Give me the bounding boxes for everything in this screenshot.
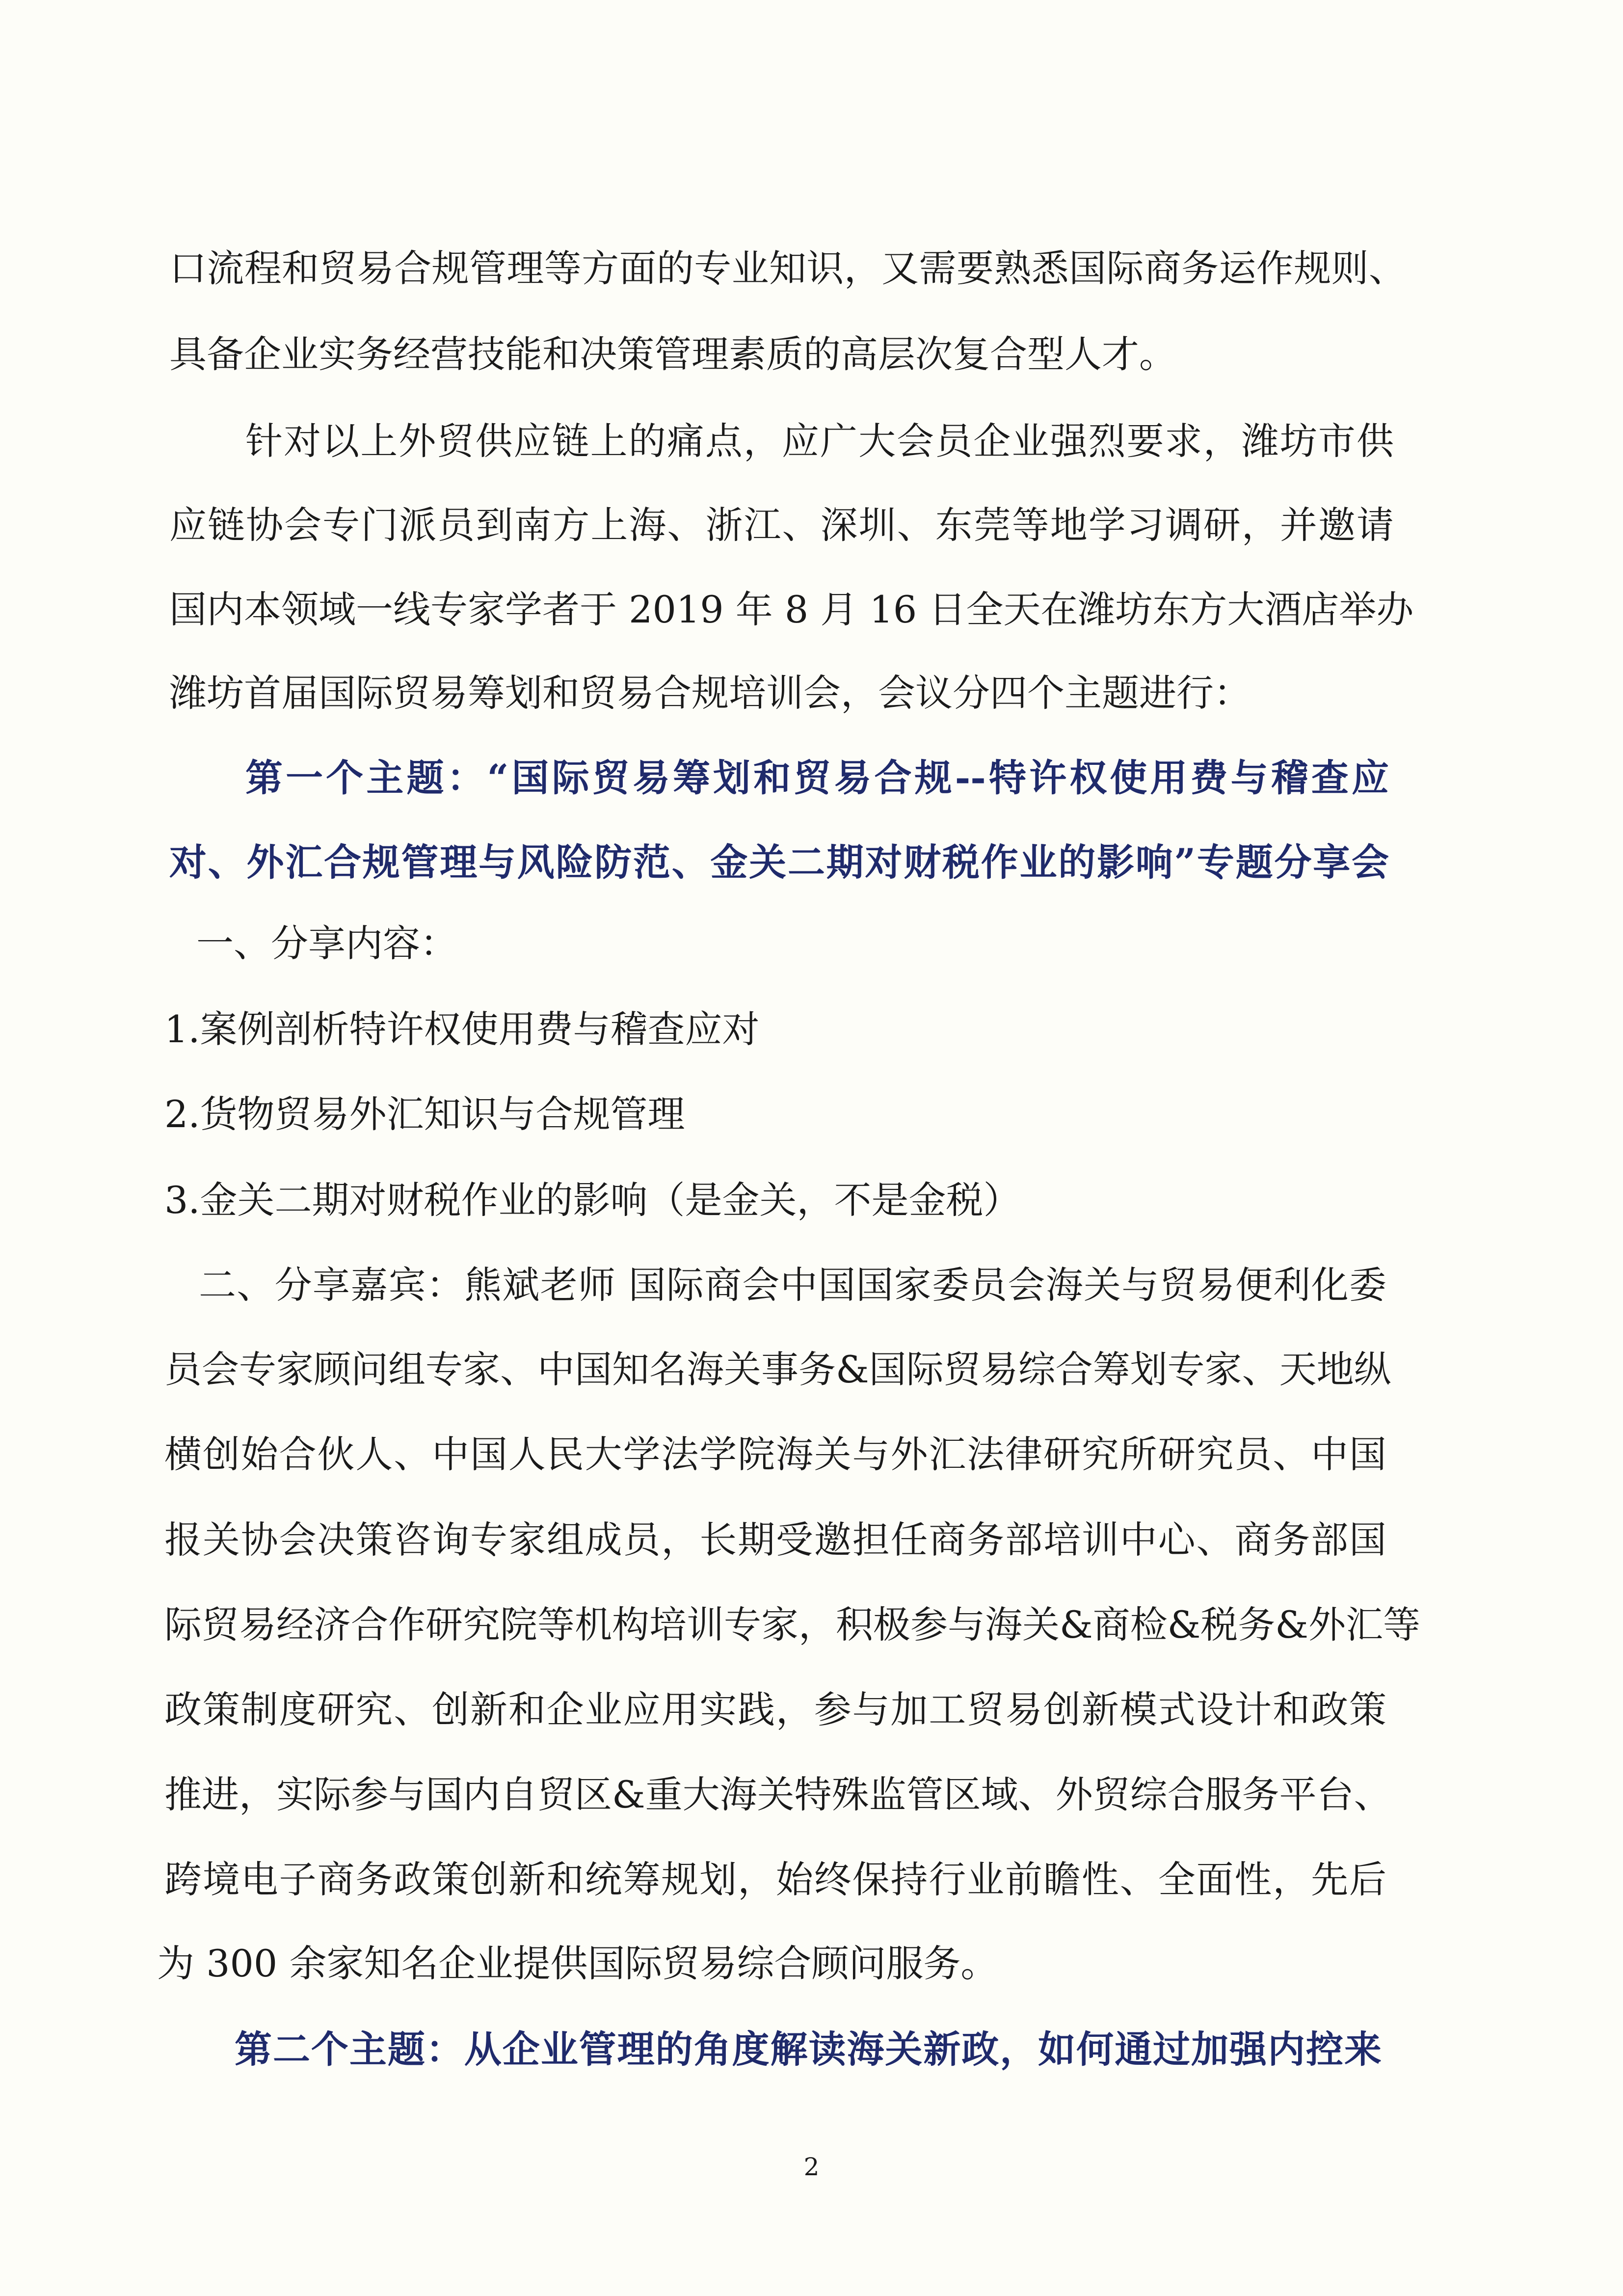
content-item-2: 2.货物贸易外汇知识与合规管理 xyxy=(164,1092,685,1136)
content-item-1: 1.案例剖析特许权使用费与稽查应对 xyxy=(164,1007,760,1051)
guest-line9: 为 300 余家知名企业提供国际贸易综合顾问服务。 xyxy=(157,1942,998,1985)
topic2-heading-line1: 第二个主题：从企业管理的角度解读海关新政，如何通过加强内控来 xyxy=(235,2027,1382,2071)
topic1-heading-line1: 第一个主题：“国际贸易筹划和贸易合规--特许权使用费与稽查应 xyxy=(245,756,1389,800)
guest-line4: 报关协会决策咨询专家组成员，长期受邀担任商务部培训中心、商务部国 xyxy=(164,1518,1386,1562)
guest-line7: 推进，实际参与国内自贸区&重大海关特殊监管区域、外贸综合服务平台、 xyxy=(164,1773,1391,1816)
content-heading: 一、分享内容： xyxy=(196,921,457,965)
guest-line6: 政策制度研究、创新和企业应用实践，参与加工贸易创新模式设计和政策 xyxy=(164,1688,1386,1731)
para2-line4: 潍坊首届国际贸易筹划和贸易合规培训会，会议分四个主题进行： xyxy=(169,671,1251,715)
guest-line5: 际贸易经济合作研究院等机构培训专家，积极参与海关&商检&税务&外汇等 xyxy=(164,1603,1420,1647)
page-number: 2 xyxy=(803,2153,820,2181)
para2-line3: 国内本领域一线专家学者于 2019 年 8 月 16 日全天在潍坊东方大酒店举办 xyxy=(169,588,1414,631)
content-item-3: 3.金关二期对财税作业的影响（是金关，不是金税） xyxy=(164,1178,1021,1222)
guest-line8: 跨境电子商务政策创新和统筹规划，始终保持行业前瞻性、全面性，先后 xyxy=(164,1858,1386,1901)
guest-line1: 二、分享嘉宾：熊斌老师 国际商会中国国家委员会海关与贸易便利化委 xyxy=(199,1263,1386,1307)
topic1-heading-line2: 对、外汇合规管理与风险防范、金关二期对财税作业的影响”专题分享会 xyxy=(169,840,1389,884)
guest-line2: 员会专家顾问组专家、中国知名海关事务&国际贸易综合筹划专家、天地纵 xyxy=(164,1348,1391,1391)
para1-line2: 具备企业实务经营技能和决策管理素质的高层次复合型人才。 xyxy=(169,332,1176,376)
para1-line1: 口流程和贸易合规管理等方面的专业知识，又需要熟悉国际商务运作规则、 xyxy=(169,246,1406,290)
para2-line2: 应链协会专门派员到南方上海、浙江、深圳、东莞等地学习调研，并邀请 xyxy=(169,503,1394,547)
guest-line3: 横创始合伙人、中国人民大学法学院海关与外汇法律研究所研究员、中国 xyxy=(164,1432,1386,1476)
para2-line1: 针对以上外贸供应链上的痛点，应广大会员企业强烈要求，潍坊市供 xyxy=(245,419,1394,463)
